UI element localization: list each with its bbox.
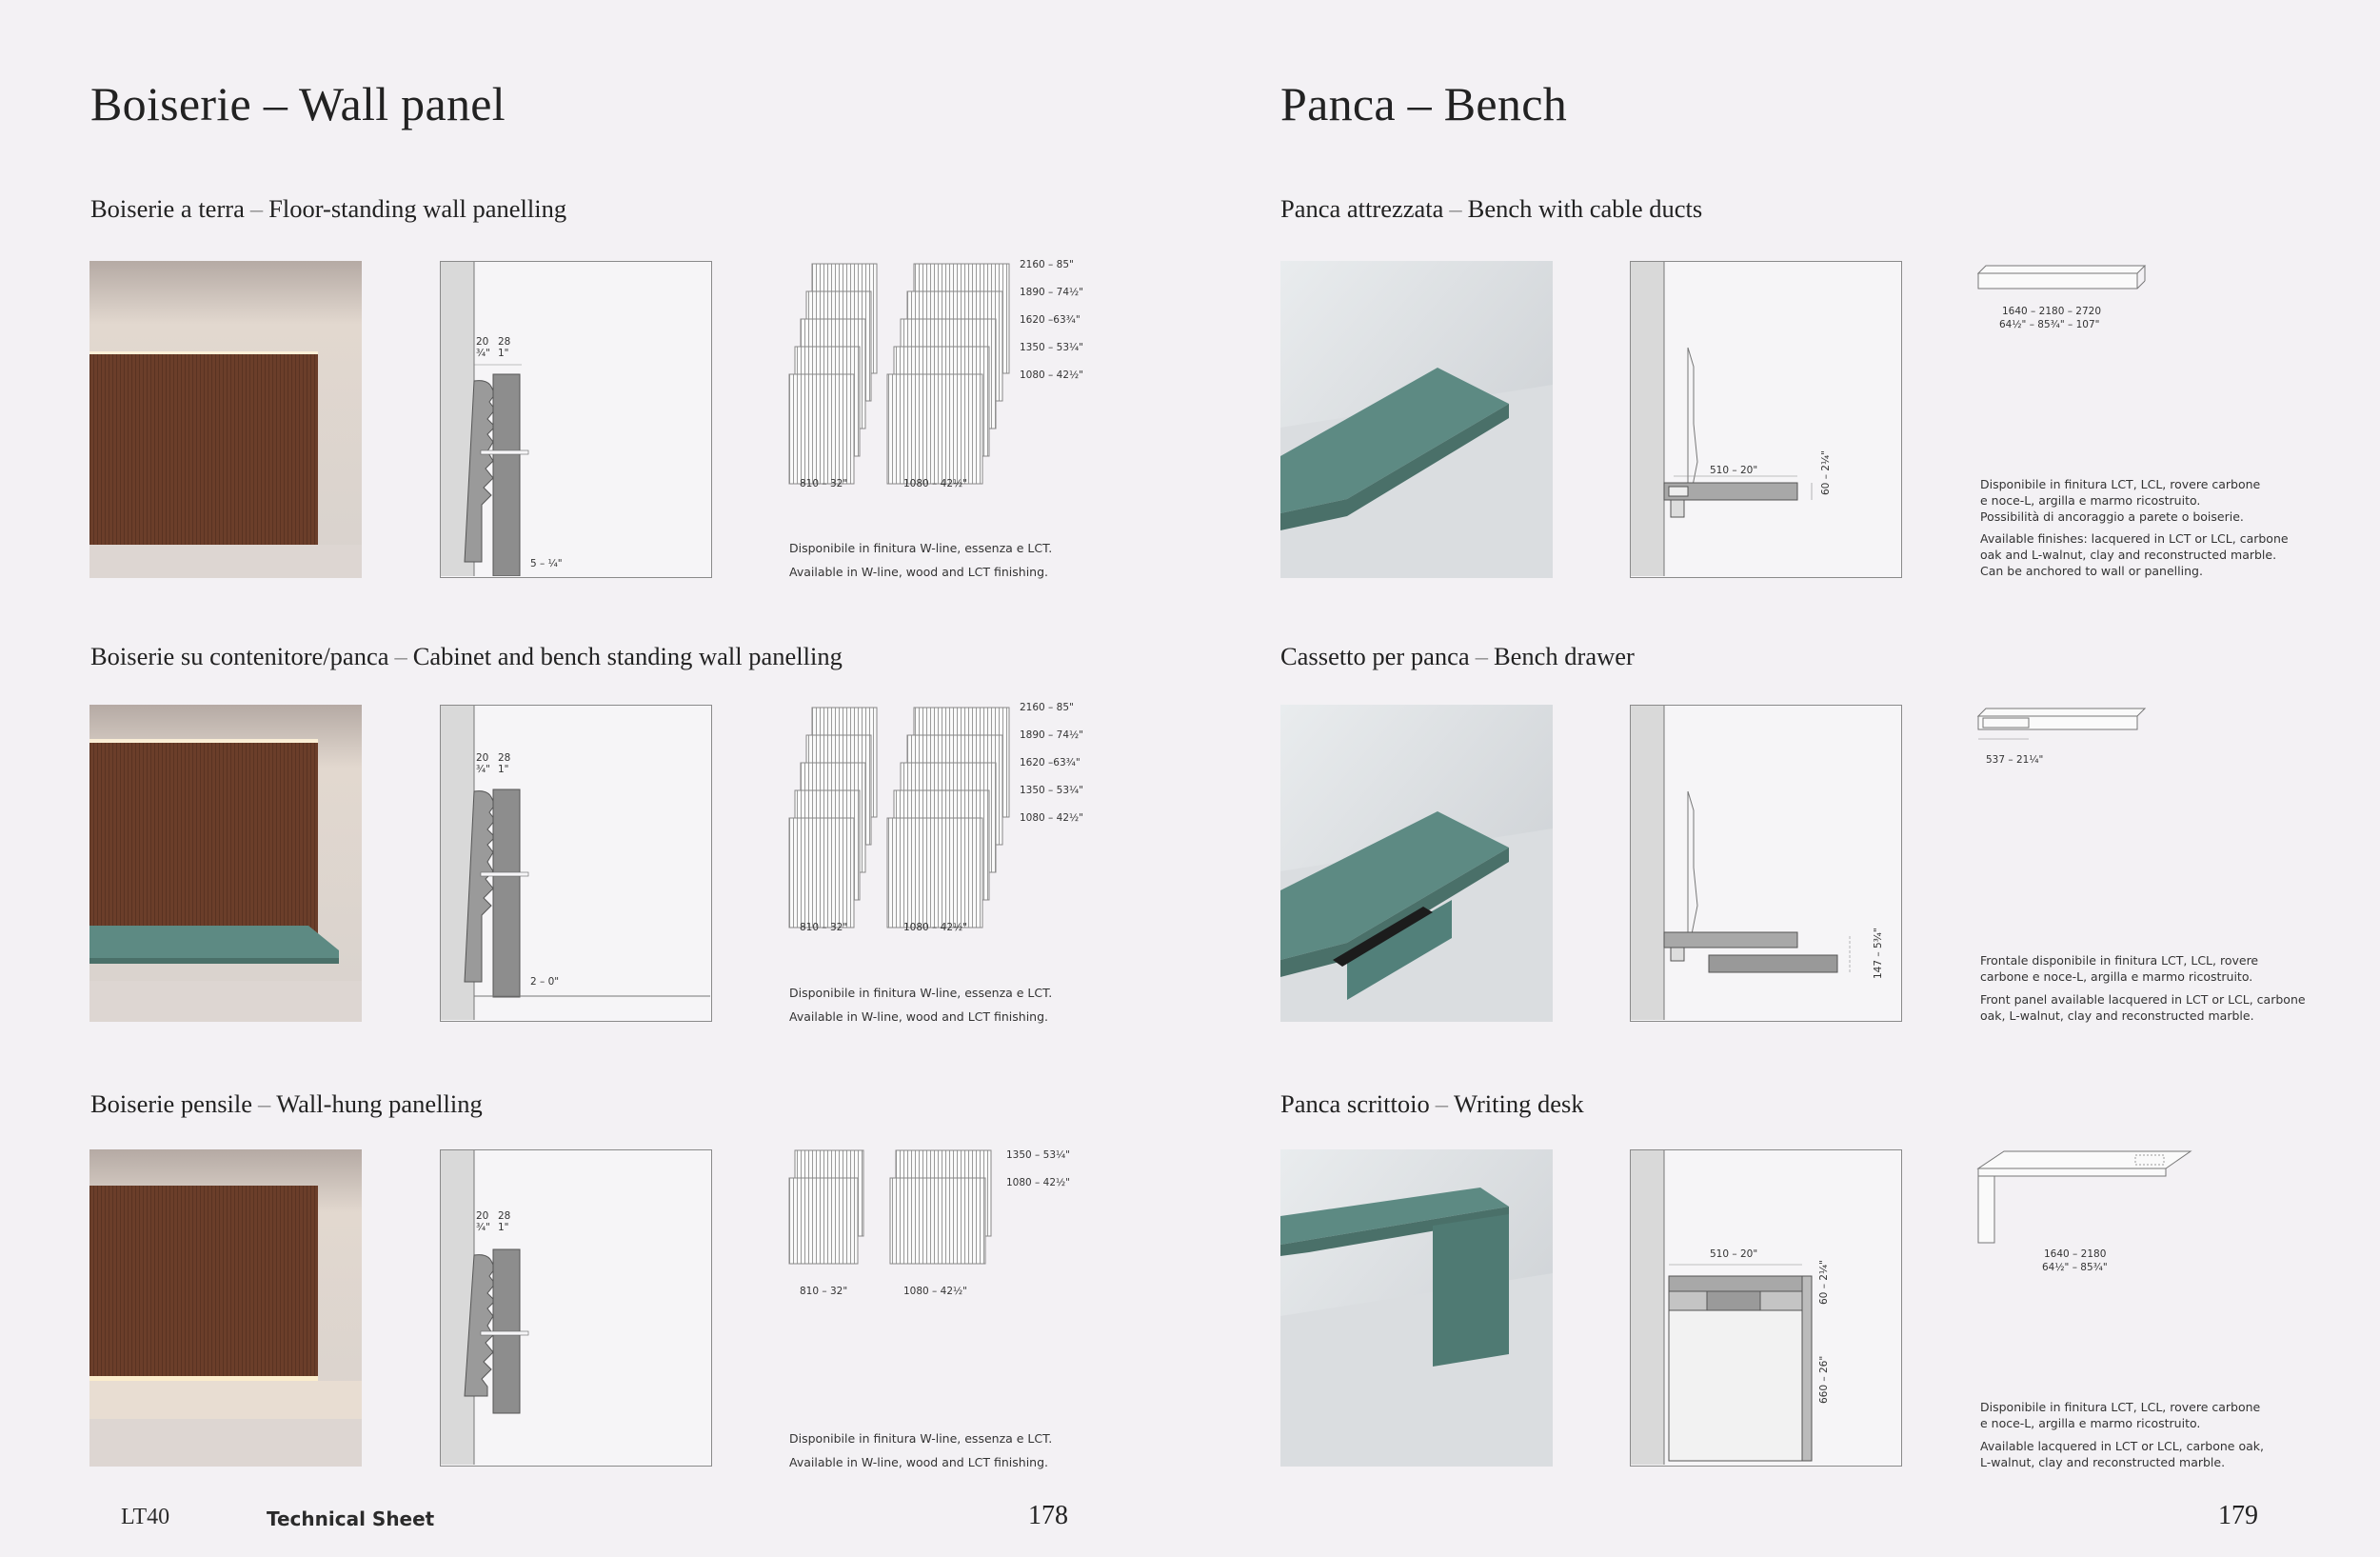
dim-label: 20 xyxy=(476,336,489,348)
finish-note-en xyxy=(1980,530,2289,579)
section-title-it: Boiserie a terra xyxy=(90,194,245,223)
height-label: 1890 – 74½" xyxy=(1020,729,1084,741)
dim-label: 1" xyxy=(498,1222,509,1233)
height-label: 1080 – 42½" xyxy=(1006,1177,1071,1188)
product-photo xyxy=(89,261,362,578)
section-drawing xyxy=(440,261,712,578)
panel-stack-diagram xyxy=(785,1148,1004,1281)
dim-label: 20 xyxy=(476,1210,489,1222)
title-separator: – xyxy=(1475,642,1488,670)
finish-note-en: Available in W-line, wood and LCT finishing. xyxy=(789,565,1049,579)
width-label: 810 – 32" xyxy=(800,478,848,489)
width-label: 810 – 32" xyxy=(800,1286,848,1297)
dim-label: 2 – 0" xyxy=(530,976,560,988)
page-title-right: Panca – Bench xyxy=(1280,77,1568,130)
section-title-en: Bench with cable ducts xyxy=(1467,194,1703,223)
title-separator: – xyxy=(394,642,407,670)
width-label: 1080 – 42½" xyxy=(903,922,968,933)
plan-dim-label: 1640 – 2180 xyxy=(2044,1248,2107,1260)
dim-label: 60 – 2¼" xyxy=(1818,1260,1830,1305)
height-label: 1350 – 53¼" xyxy=(1020,342,1084,353)
dim-label: ¾" xyxy=(476,1222,491,1233)
note-line: e noce-L, argilla e marmo ricostruito. xyxy=(1980,1416,2201,1430)
note-line: L-walnut, clay and reconstructed marble. xyxy=(1980,1455,2226,1469)
title-separator: – xyxy=(1449,194,1462,223)
section-title xyxy=(90,1089,483,1119)
dim-label: 1" xyxy=(498,348,509,359)
height-label: 1620 –63¾" xyxy=(1020,757,1081,769)
height-label: 1080 – 42½" xyxy=(1020,812,1084,824)
section-title-it: Panca attrezzata xyxy=(1280,194,1444,223)
section-title-en: Writing desk xyxy=(1454,1089,1584,1118)
product-photo xyxy=(89,705,362,1022)
section-drawing xyxy=(1630,1149,1902,1467)
plan-dim-label: 537 – 21¼" xyxy=(1986,754,2044,766)
height-label: 1350 – 53¼" xyxy=(1006,1149,1071,1161)
dim-label: 20 xyxy=(476,752,489,764)
title-separator: – xyxy=(258,1089,271,1118)
note-line: Front panel available lacquered in LCT or LCL, carbone xyxy=(1980,992,2306,1007)
finish-note-en xyxy=(1980,991,2306,1024)
note-line: Available finishes: lacquered in LCT or LCL, carbone xyxy=(1980,531,2289,546)
section-title xyxy=(90,642,843,671)
dim-label: 28 xyxy=(498,1210,511,1222)
section-title-it: Cassetto per panca xyxy=(1280,642,1470,670)
section-title-en: Wall-hung panelling xyxy=(276,1089,483,1118)
page-number-left: 178 xyxy=(1028,1501,1068,1530)
finish-note-it xyxy=(1980,952,2258,985)
finish-note-en xyxy=(1980,1438,2264,1470)
dim-label: 510 – 20" xyxy=(1710,465,1758,476)
dim-label: ¾" xyxy=(476,764,491,775)
height-label: 2160 – 85" xyxy=(1020,702,1074,713)
height-label: 1890 – 74½" xyxy=(1020,287,1084,298)
page-title-left: Boiserie – Wall panel xyxy=(90,77,506,130)
page-number-right: 179 xyxy=(2218,1501,2258,1530)
plan-diagram xyxy=(1975,705,2147,748)
section-title xyxy=(90,194,566,224)
dim-label: 1" xyxy=(498,764,509,775)
title-separator: – xyxy=(1435,1089,1448,1118)
product-photo xyxy=(1280,705,1553,1022)
width-label: 810 – 32" xyxy=(800,922,848,933)
section-title xyxy=(1280,194,1702,224)
panel-stack-diagram xyxy=(785,261,1023,489)
brand-logo: LT40 xyxy=(121,1505,170,1529)
title-separator: – xyxy=(249,194,264,223)
note-line: Frontale disponibile in finitura LCT, LCL, rovere xyxy=(1980,953,2259,968)
dim-label: 660 – 26" xyxy=(1818,1355,1830,1404)
height-label: 1350 – 53¼" xyxy=(1020,785,1084,796)
product-photo xyxy=(1280,1149,1553,1467)
finish-note-it xyxy=(1980,476,2260,525)
footer-label: Technical Sheet xyxy=(267,1507,435,1530)
note-line: oak and L-walnut, clay and reconstructed marble. xyxy=(1980,548,2277,562)
dim-label: 60 – 2¼" xyxy=(1820,450,1832,495)
section-drawing xyxy=(1630,261,1902,578)
note-line: carbone e noce-L, argilla e marmo ricostruito. xyxy=(1980,969,2253,984)
finish-note-it: Disponibile in finitura W-line, essenza e LCT. xyxy=(789,986,1053,1000)
dim-label: 147 – 5¾" xyxy=(1873,928,1884,979)
height-label: 2160 – 85" xyxy=(1020,259,1074,270)
finish-note-it xyxy=(1980,1399,2260,1431)
section-title-it: Boiserie su contenitore/panca xyxy=(90,642,389,670)
note-line: Can be anchored to wall or panelling. xyxy=(1980,564,2203,578)
plan-dim-label: 64½" – 85¾" xyxy=(2042,1262,2108,1273)
product-photo xyxy=(89,1149,362,1467)
height-label: 1620 –63¾" xyxy=(1020,314,1081,326)
section-title xyxy=(1280,642,1635,671)
note-line: Available lacquered in LCT or LCL, carbone oak, xyxy=(1980,1439,2264,1453)
dim-label: ¾" xyxy=(476,348,491,359)
note-line: e noce-L, argilla e marmo ricostruito. xyxy=(1980,493,2201,508)
finish-note-en: Available in W-line, wood and LCT finishing. xyxy=(789,1009,1049,1024)
dim-label: 28 xyxy=(498,752,511,764)
finish-note-it: Disponibile in finitura W-line, essenza e LCT. xyxy=(789,541,1053,555)
section-title-en: Floor-standing wall panelling xyxy=(268,194,567,223)
plan-diagram xyxy=(1975,1148,2194,1252)
dim-label: 28 xyxy=(498,336,511,348)
section-drawing xyxy=(440,1149,712,1467)
section-title-en: Bench drawer xyxy=(1493,642,1635,670)
panel-stack-diagram xyxy=(785,705,1023,933)
section-title-en: Cabinet and bench standing wall panelling xyxy=(412,642,843,670)
finish-note-en: Available in W-line, wood and LCT finishing. xyxy=(789,1455,1049,1469)
width-label: 1080 – 42½" xyxy=(903,478,968,489)
dim-label: 5 – ¼" xyxy=(530,558,563,569)
height-label: 1080 – 42½" xyxy=(1020,369,1084,381)
note-line: Disponibile in finitura LCT, LCL, rovere carbone xyxy=(1980,1400,2261,1414)
section-title-it: Panca scrittoio xyxy=(1280,1089,1430,1118)
product-photo xyxy=(1280,261,1553,578)
section-drawing xyxy=(1630,705,1902,1022)
plan-dim-label: 64½" – 85¾" – 107" xyxy=(1999,319,2100,330)
dim-label: 510 – 20" xyxy=(1710,1248,1758,1260)
finish-note-it: Disponibile in finitura W-line, essenza e LCT. xyxy=(789,1431,1053,1446)
note-line: Possibilità di ancoraggio a parete o boiserie. xyxy=(1980,509,2244,524)
width-label: 1080 – 42½" xyxy=(903,1286,968,1297)
note-line: oak, L-walnut, clay and reconstructed marble. xyxy=(1980,1008,2254,1023)
plan-diagram xyxy=(1975,262,2147,300)
section-title xyxy=(1280,1089,1584,1119)
note-line: Disponibile in finitura LCT, LCL, rovere carbone xyxy=(1980,477,2261,491)
section-title-it: Boiserie pensile xyxy=(90,1089,252,1118)
plan-dim-label: 1640 – 2180 – 2720 xyxy=(2002,306,2102,317)
